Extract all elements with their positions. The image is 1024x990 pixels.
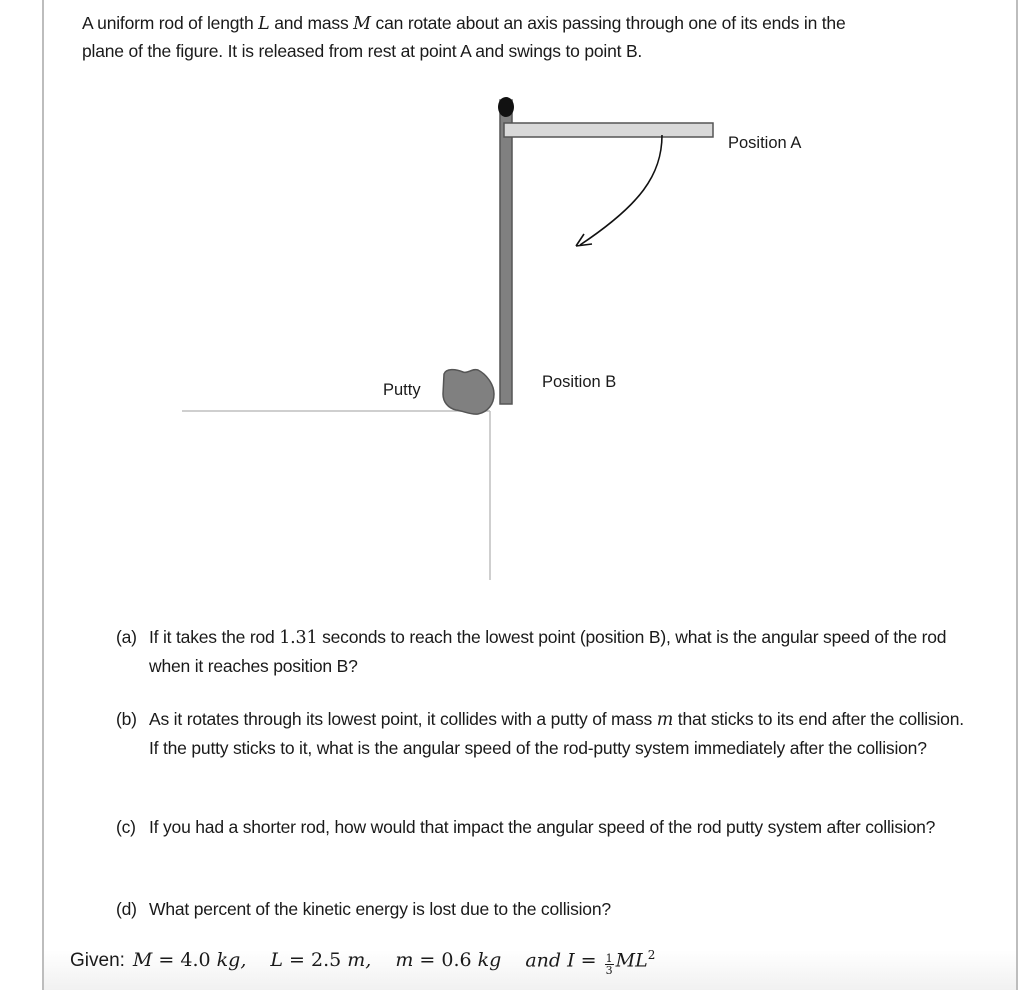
question-letter: (d) [116, 899, 137, 919]
time-value: 1.31 [279, 628, 318, 648]
question-text [149, 706, 966, 762]
rod-position-a [504, 123, 713, 137]
rod-position-b [500, 100, 512, 404]
question-letter: (c) [116, 817, 136, 837]
given-L [270, 949, 371, 971]
equals: = [574, 949, 603, 972]
value: = 0.6 [413, 949, 478, 972]
variable-M: M [353, 14, 371, 34]
question-a [116, 624, 966, 680]
unit: kg [477, 949, 502, 972]
question-text: If you had a shorter rod, how would that impact the angular speed of the rod putty system after collision? [149, 817, 936, 837]
unit: m, [347, 949, 372, 972]
intro-text: plane of the figure. It is released from rest at point A and swings to point B. [82, 41, 643, 61]
question-letter: (b) [116, 709, 137, 729]
question-d [116, 896, 966, 924]
label-putty: Putty [383, 381, 421, 399]
label-position-b: Position B [542, 373, 617, 391]
question-b [116, 706, 966, 762]
question-letter: (a) [116, 627, 137, 647]
pivot-icon [498, 97, 514, 117]
variable-M: M [132, 949, 153, 972]
given-values [70, 948, 656, 977]
expression: ML [615, 949, 648, 972]
question-c [116, 814, 966, 842]
given-label: Given: [70, 950, 125, 972]
numerator: 1 [605, 951, 613, 965]
question-text: What percent of the kinetic energy is lost due to the collision? [149, 899, 611, 919]
fraction-one-third [605, 953, 614, 976]
given-M [133, 949, 246, 971]
unit: kg, [216, 949, 247, 972]
question-text-part: seconds to reach the lowest point (position B), what is the angular speed of the rod when it reaches position B? [149, 627, 947, 676]
question-text-part: that sticks to its end after the collision. If the putty sticks to it, what is the angular speed of the rod-putty system immediately after the collision? [149, 709, 964, 758]
question-text-part: As it rotates through its lowest point, it collides with a putty of mass [149, 709, 657, 729]
variable-I: I [567, 949, 575, 972]
denominator: 3 [605, 963, 613, 977]
variable-L: L [258, 14, 270, 34]
label-position-a: Position A [728, 134, 802, 152]
variable-m: m [395, 949, 414, 972]
intro-text: and mass [269, 13, 354, 33]
given-m [395, 949, 501, 971]
intro-text: can rotate about an axis passing through one of its ends in the [370, 13, 846, 33]
intro-text: A uniform rod of length [82, 13, 259, 33]
swing-arrow-icon [580, 135, 662, 245]
exponent: 2 [647, 948, 656, 962]
question-text-part: If it takes the rod [149, 627, 280, 647]
variable-L: L [270, 949, 283, 972]
arrow-head-icon [576, 234, 592, 246]
question-text [149, 624, 966, 680]
putty-blob-icon [443, 370, 494, 415]
value: = 4.0 [152, 949, 217, 972]
value: = 2.5 [283, 949, 348, 972]
variable-m: m [656, 710, 674, 730]
and-word: and [525, 949, 568, 972]
given-I [525, 948, 656, 977]
